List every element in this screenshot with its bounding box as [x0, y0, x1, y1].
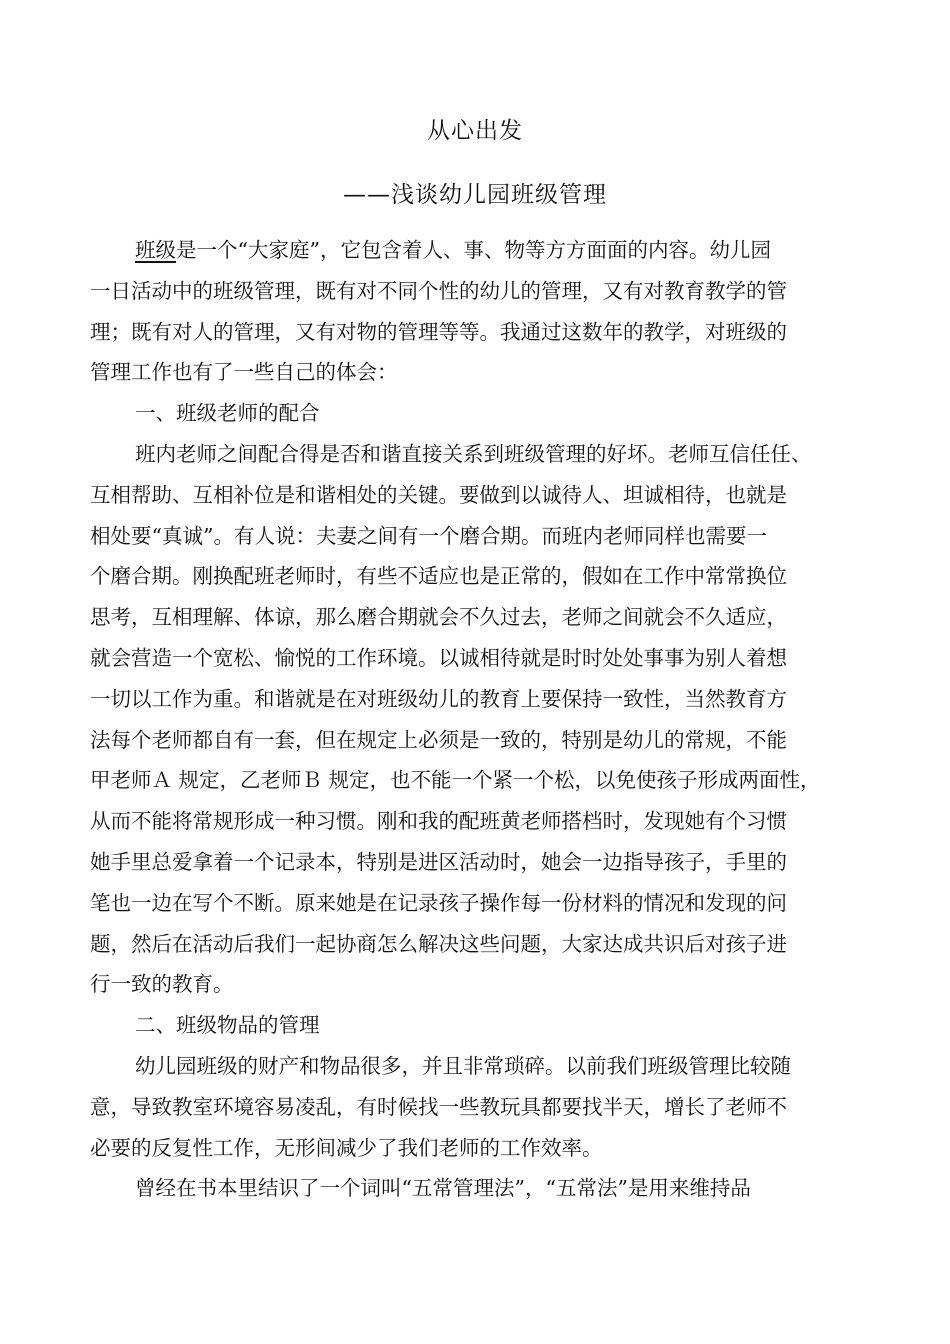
paragraph-line: 题，然后在活动后我们一起协商怎么解决这些问题，大家达成共识后对孩子进	[90, 931, 787, 956]
paragraph-line: 个磨合期。刚换配班老师时，有些不适应也是正常的，假如在工作中常常换位	[90, 564, 787, 589]
intro-line-1	[90, 230, 870, 271]
paragraph-line: 意，导致教室环境容易凌乱，有时候找一些教玩具都要找半天，增长了老师不	[90, 1094, 787, 1119]
paragraph-line: 一切以工作为重。和谐就是在对班级幼儿的教育上要保持一致性，当然教育方	[90, 686, 787, 711]
paragraph-line: 甲老师Ａ 规定，乙老师Ｂ 规定，也不能一个紧一个松，以免使孩子形成两面性，	[90, 768, 821, 793]
section-2-heading: 二、班级物品的管理	[135, 1013, 320, 1038]
paragraph-line: 相处要“真诚”。有人说：夫妻之间有一个磨合期。而班内老师同样也需要一	[90, 523, 767, 548]
paragraph-line: 必要的反复性工作，无形间减少了我们老师的工作效率。	[90, 1135, 603, 1160]
section-1-heading: 一、班级老师的配合	[135, 401, 320, 426]
paragraph-line: 笔也一边在写个不断。原来她是在记录孩子操作每一份材料的情况和发现的问	[90, 890, 787, 915]
intro-line-2: 一日活动中的班级管理，既有对不同个性的幼儿的管理，又有对教育教学的管	[90, 278, 787, 303]
paragraph-line: 法每个老师都自有一套，但在规定上必须是一致的，特别是幼儿的常规，不能	[90, 727, 787, 752]
intro-line-1-text: 是一个“大家庭”，它包含着人、事、物等方方面面的内容。幼儿园	[176, 238, 771, 262]
document-title: 从心出发	[427, 118, 523, 144]
paragraph-line: 行一致的教育。	[90, 972, 234, 997]
intro-line-3: 理；既有对人的管理，又有对物的管理等等。我通过这数年的教学，对班级的	[90, 319, 787, 344]
paragraph-line: 互相帮助、互相补位是和谐相处的关键。要做到以诚待人、坦诚相待，也就是	[90, 482, 787, 507]
document-subtitle: ——浅谈幼儿园班级管理	[343, 182, 607, 208]
paragraph-line: 幼儿园班级的财产和物品很多，并且非常琐碎。以前我们班级管理比较随	[135, 1053, 791, 1078]
paragraph-line: 曾经在书本里结识了一个词叫“五常管理法”，“五常法”是用来维持品	[135, 1176, 751, 1201]
paragraph-line: 从而不能将常规形成一种习惯。刚和我的配班黄老师搭档时，发现她有个习惯	[90, 809, 787, 834]
document-body	[90, 230, 870, 1209]
paragraph-line: 就会营造一个宽松、愉悦的工作环境。以诚相待就是时时处处事事为别人着想	[90, 645, 787, 670]
paragraph-line: 思考，互相理解、体谅，那么磨合期就会不久过去，老师之间就会不久适应，	[90, 605, 787, 630]
paragraph-line: 班内老师之间配合得是否和谐直接关系到班级管理的好坏。老师互信任任、	[135, 441, 812, 466]
underlined-term: 班级	[135, 238, 176, 262]
intro-line-4: 管理工作也有了一些自己的体会：	[90, 360, 398, 385]
paragraph-line: 她手里总爱拿着一个记录本，特别是进区活动时，她会一边指导孩子，手里的	[90, 849, 787, 874]
